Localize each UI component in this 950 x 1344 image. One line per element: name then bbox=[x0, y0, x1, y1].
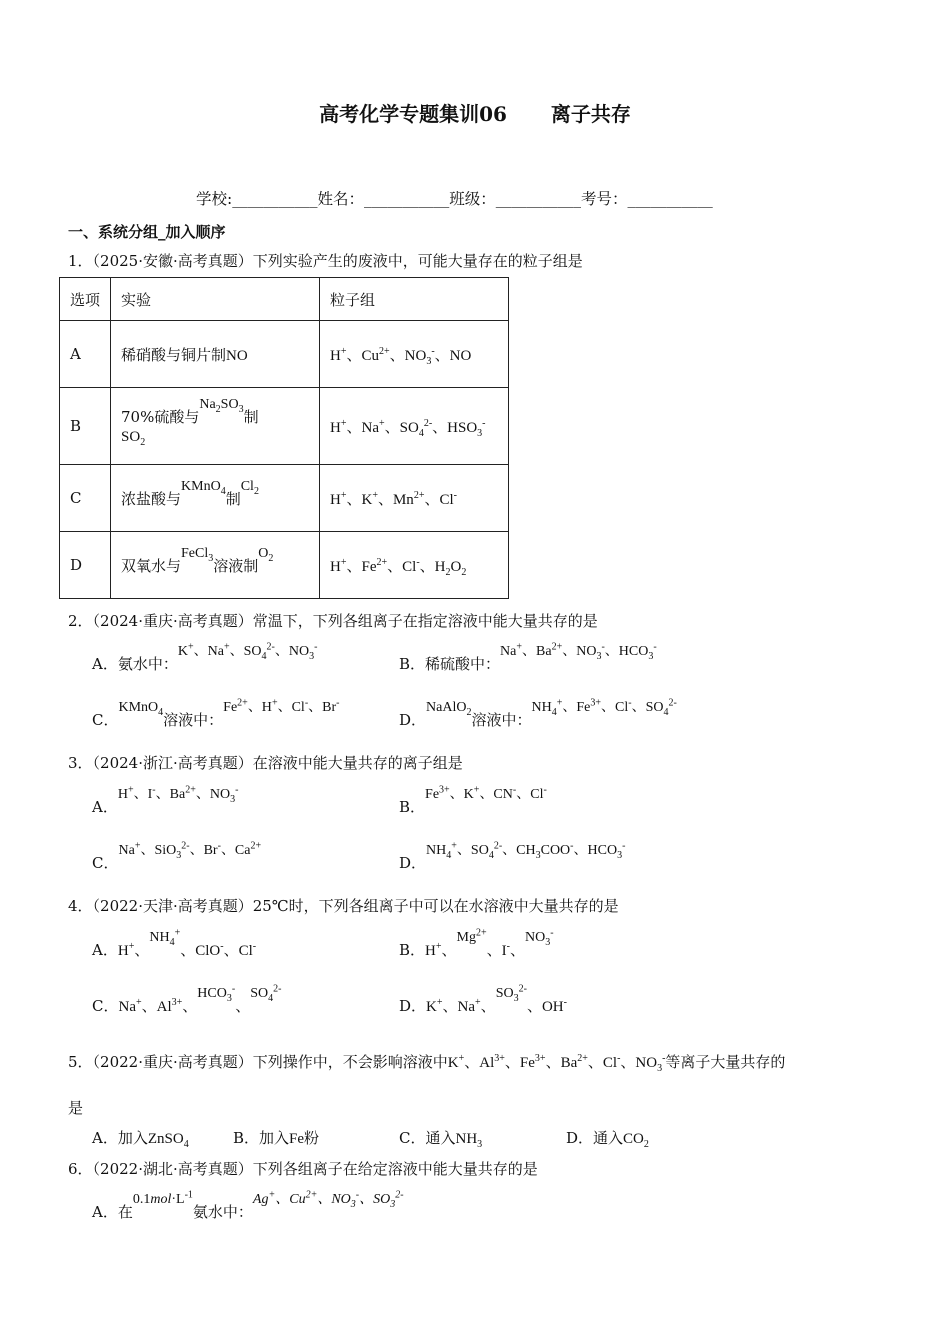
question-2-stem: 2．（2024·重庆·高考真题）常温下，下列各组离子在指定溶液中能大量共存的是 bbox=[68, 612, 598, 630]
question-5-option-a: A．加入ZnSO$_4$ bbox=[92, 1129, 189, 1150]
table-header: 实验 bbox=[111, 278, 320, 321]
particle-cell: H+、$Cu^{2+}$、$NO_3^-$、NO bbox=[320, 321, 509, 388]
option-cell: B bbox=[60, 388, 111, 465]
question-3-option-b: B．$Fe^{3+}$、K+、CN-、Cl- bbox=[399, 784, 547, 816]
option-cell: D bbox=[60, 532, 111, 599]
particle-cell: H+、$Fe^{2+}$、Cl-、$H_2O_2$ bbox=[320, 532, 509, 599]
table-row bbox=[60, 321, 509, 388]
question-5-stem: 5．（2022·重庆·高考真题）下列操作中，不会影响溶液中K+、$Al^{3+}$、$Fe^{3+}$、$Ba^{2+}$、Cl-、$NO_3^-$等离子大量共存的 bbox=[68, 1053, 786, 1074]
question-5-option-c: C．通入$NH_3$ bbox=[399, 1129, 483, 1150]
question-4-option-b: B．H+、$Mg^{2+}$、I-、$NO_3^-$ bbox=[399, 927, 554, 959]
option-cell: C bbox=[60, 465, 111, 532]
student-info-line: 学校:___________姓名：___________班级：___________考号：___________ bbox=[196, 190, 713, 208]
section-heading: 一、系统分组_加入顺序 bbox=[68, 223, 226, 241]
question-4-option-a: A．H+、$NH_4^+$、ClO-、Cl- bbox=[92, 927, 257, 959]
question-6-option-a: A．在$0.1mol\cdot L^{-1}$氨水中：Ag+、$Cu^{2+}$、$NO_3^-$、$SO_3^{2-}$ bbox=[92, 1189, 404, 1221]
table-row bbox=[60, 388, 509, 465]
question-4-option-c: C．Na+、$Al^{3+}$、$HCO_3^-$、$SO_4^{2-}$ bbox=[92, 983, 282, 1015]
question-6-stem: 6．（2022·湖北·高考真题）下列各组离子在给定溶液中能大量共存的是 bbox=[68, 1160, 538, 1178]
experiment-cell: 70%硫酸与$Na_2SO_3$制 $SO_2$ bbox=[111, 388, 320, 465]
experiment-cell: 双氧水与FeCl$_3$溶液制$O_2$ bbox=[111, 532, 320, 599]
question-3-option-c: C．Na+、SiO$_3^{2-}$、Br-、$Ca^{2+}$ bbox=[92, 840, 262, 872]
question-1-table bbox=[59, 277, 509, 599]
option-cell: A bbox=[60, 321, 111, 388]
question-2-option-b: B．稀硫酸中：Na+、$Ba^{2+}$、$NO_3^-$、$HCO_3^-$ bbox=[399, 641, 657, 673]
experiment-cell: 浓盐酸与KMnO$_4$制$Cl_2$ bbox=[111, 465, 320, 532]
question-3-option-d: D．$NH_4^+$、$SO_4^{2-}$、$CH_3COO^-$、$HCO_3^-$ bbox=[399, 840, 626, 872]
question-2-option-a: A．氨水中：K+、Na+、$SO_4^{2-}$、$NO_3^-$ bbox=[92, 641, 318, 673]
question-1-stem: 1．（2025·安徽·高考真题）下列实验产生的废液中，可能大量存在的粒子组是 bbox=[68, 252, 583, 270]
question-2-option-d: D．NaAlO$_2$溶液中：$NH_4^+$、$Fe^{3+}$、Cl-、$SO_4^{2-}$ bbox=[399, 697, 677, 729]
experiment-cell: 稀硝酸与铜片制NO bbox=[111, 321, 320, 388]
question-3-stem: 3．（2024·浙江·高考真题）在溶液中能大量共存的离子组是 bbox=[68, 754, 463, 772]
particle-cell: H+、Na+、$SO_4^{2-}$、$HSO_3^-$ bbox=[320, 388, 509, 465]
question-5-option-d: D．通入$CO_2$ bbox=[566, 1129, 649, 1150]
table-row bbox=[60, 465, 509, 532]
question-4-stem: 4．（2022·天津·高考真题）25℃时，下列各组离子中可以在水溶液中大量共存的是 bbox=[68, 897, 619, 915]
question-4-option-d: D．K+、Na+、$SO_3^{2-}$、OH- bbox=[399, 983, 567, 1015]
particle-cell: H+、K+、$Mn^{2+}$、Cl- bbox=[320, 465, 509, 532]
question-5-stem-continued: 是 bbox=[68, 1099, 84, 1117]
page-title: 高考化学专题集训06 离子共存 bbox=[319, 102, 631, 126]
question-5-option-b: B．加入Fe粉 bbox=[233, 1129, 320, 1147]
table-row bbox=[60, 532, 509, 599]
table-header: 选项 bbox=[60, 278, 111, 321]
question-3-option-a: A．H+、I-、$Ba^{2+}$、$NO_3^-$ bbox=[92, 784, 239, 816]
table-header: 粒子组 bbox=[320, 278, 509, 321]
question-2-option-c: C．KMnO$_4$溶液中：$Fe^{2+}$、H+、Cl-、Br- bbox=[92, 697, 340, 729]
